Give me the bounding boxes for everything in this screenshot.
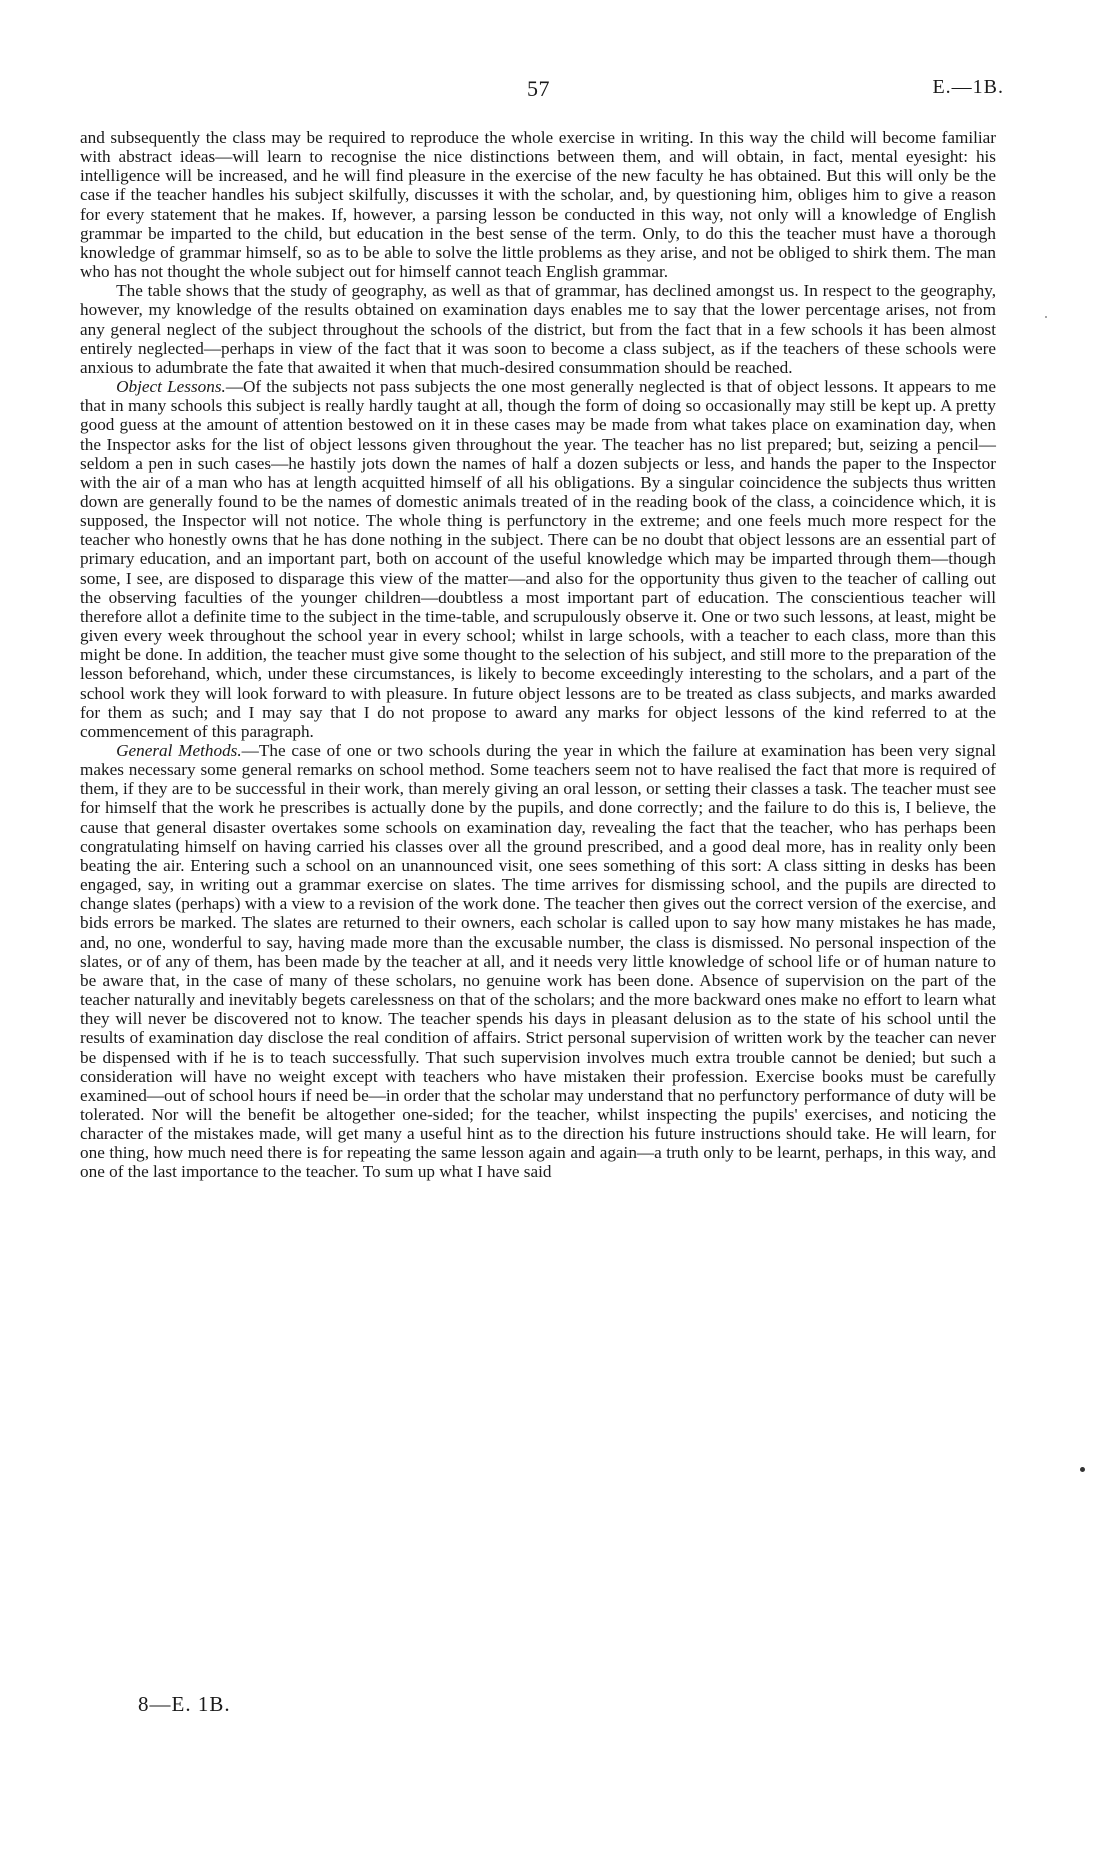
document-code: E.—1B. [932, 76, 1004, 98]
paragraph-1 [80, 128, 996, 281]
page-signature: 8—E. 1B. [138, 1692, 231, 1716]
paragraph-1-text: and subsequently the class may be required to reproduce the whole exercise in writing. In this way the child will become familiar with abstract ideas—will learn to recognise the nice distinctions between them, and will obtain, in fact, mental eyesight: his intelligence will be increased, and he will find pleasure in the exercise of the new faculty he has obtained. But this will only be the case if the teacher handles his subject skilfully, discusses it with the scholar, and, by questioning him, obliges him to give a reason for every statement that he makes. If, however, a parsing lesson be conducted in this way, not only will a knowledge of English grammar be imparted to the child, but education in the best sense of the term. Only, to do this the teacher must have a thorough knowledge of grammar himself, so as to be able to solve the little problems as they arise, and not be obliged to shirk them. The man who has not thought the whole subject out for himself cannot teach English grammar. [80, 128, 996, 282]
margin-mark [1080, 1467, 1085, 1472]
paragraph-4-text: —The case of one or two schools during the year in which the failure at examination has been very signal makes necessary some general remarks on school method. Some teachers seem not to have realised the fact that more is required of them, if they are to be successful in their work, than merely giving an oral lesson, or setting their classes a task. The teacher must see for himself that the work he prescribes is actually done by the pupils, and done correctly; and the failure to do this is, I believe, the cause that general disaster overtakes some schools on examination day, revealing the fact that the teacher, who has perhaps been congratulating himself on having carried his classes over all the ground prescribed, and a good deal more, has in reality only been beating the air. Entering such a school on an unannounced visit, one sees something of this sort: A class sitting in desks has been engaged, say, in writing out a grammar exercise on slates. The time arrives for dismissing school, and the pupils are directed to change slates (perhaps) with a view to a revision of the work done. The teacher then gives out the correct version of the exercise, and bids errors be marked. The slates are returned to their owners, each scholar is called upon to say how many mistakes he has made, and, no one, wonderful to say, having made more than the excusable number, the class is dismissed. No personal inspection of the slates, or of any of them, has been made by the teacher at all, and it needs very little knowledge of school life or of human nature to be aware that, in the case of many of these scholars, no genuine work has been done. Absence of supervision on the part of the teacher naturally and inevitably begets carelessness on that of the scholars; and the more backward ones make no effort to learn what they will never be discovered not to know. The teacher spends his days in pleasant delusion as to the state of his school until the results of examination day disclose the real condition of affairs. Strict personal supervision of written work by the teacher can never be dispensed with if he is to teach successfully. That such supervision involves much extra trouble cannot be denied; but such a consideration will have no weight except with teachers who have mistaken their profession. Exercise books must be carefully examined—out of school hours if need be—in order that the scholar may understand that no perfunctory performance of duty will be tolerated. Nor will the benefit be altogether one-sided; for the teacher, whilst inspecting the pupils' exercises, and noticing the character of the mistakes made, will get many a useful hint as to the direction his future instructions should take. He will learn, for one thing, how much need there is for repeating the same lesson again and again—a truth only to be learnt, perhaps, in this way, and one of the last importance to the teacher. To sum up what I have said [80, 741, 996, 1182]
section-heading-object-lessons: Object Lessons. [116, 377, 226, 397]
paragraph-general-methods [80, 741, 996, 1182]
page-number: 57 [527, 76, 550, 101]
body-text [80, 128, 996, 1182]
paragraph-2 [80, 281, 996, 377]
paragraph-3-text: —Of the subjects not pass subjects the one most generally neglected is that of object lessons. It appears to me that in many schools this subject is really hardly taught at all, though the form of doing so occasionally may still be kept up. A pretty good guess at the amount of attention bestowed on it in these cases may be made from what takes place on examination day, when the Inspector asks for the list of object lessons given throughout the year. The teacher has no list prepared; but, seizing a pencil—seldom a pen in such cases—he hastily jots down the names of half a dozen subjects or less, and hands the paper to the Inspector with the air of a man who has at length acquitted himself of all his obligations. By a singular coincidence the subjects thus written down are generally found to be the names of domestic animals treated of in the reading book of the class, a coincidence which, it is supposed, the Inspector will not notice. The whole thing is perfunctory in the extreme; and one feels much more respect for the teacher who honestly owns that he has done nothing in the subject. There can be no doubt that object lessons are an essential part of primary education, and an important part, both on account of the useful knowledge which may be imparted through them—though some, I see, are disposed to disparage this view of the matter—and also for the opportunity thus given to the teacher of calling out the observing faculties of the younger children—doubtless a most important part of education. The conscientious teacher will therefore allot a definite time to the subject in the time-table, and scrupulously observe it. One or two such lessons, at least, might be given every week throughout the school year in every school; whilst in large schools, with a teacher to each class, more than this might be done. In addition, the teacher must give some thought to the selection of his subject, and still more to the preparation of the lesson beforehand, which, under these circumstances, is likely to become exceedingly interesting to the scholars, and a part of the school work they will look forward to with pleasure. In future object lessons are to be treated as class subjects, and marks awarded for them as such; and I may say that I do not propose to award any marks for object lessons of the kind referred to at the commencement of this paragraph. [80, 377, 996, 741]
margin-speck [1045, 316, 1047, 318]
section-heading-general-methods: General Methods. [116, 741, 242, 760]
paragraph-object-lessons [80, 377, 996, 741]
paragraph-2-text: The table shows that the study of geography, as well as that of grammar, has declined amongst us. In respect to the geography, however, my knowledge of the results obtained on examination days enables me to say that the lower percentage arises, not from any general neglect of the subject throughout the schools of the district, but from the fact that in a few schools it has been almost entirely neglected—perhaps in view of the fact that it was soon to become a class subject, as if the teachers of these schools were anxious to adumbrate the fate that awaited it when that much-desired consummation should be reached. [80, 281, 996, 377]
